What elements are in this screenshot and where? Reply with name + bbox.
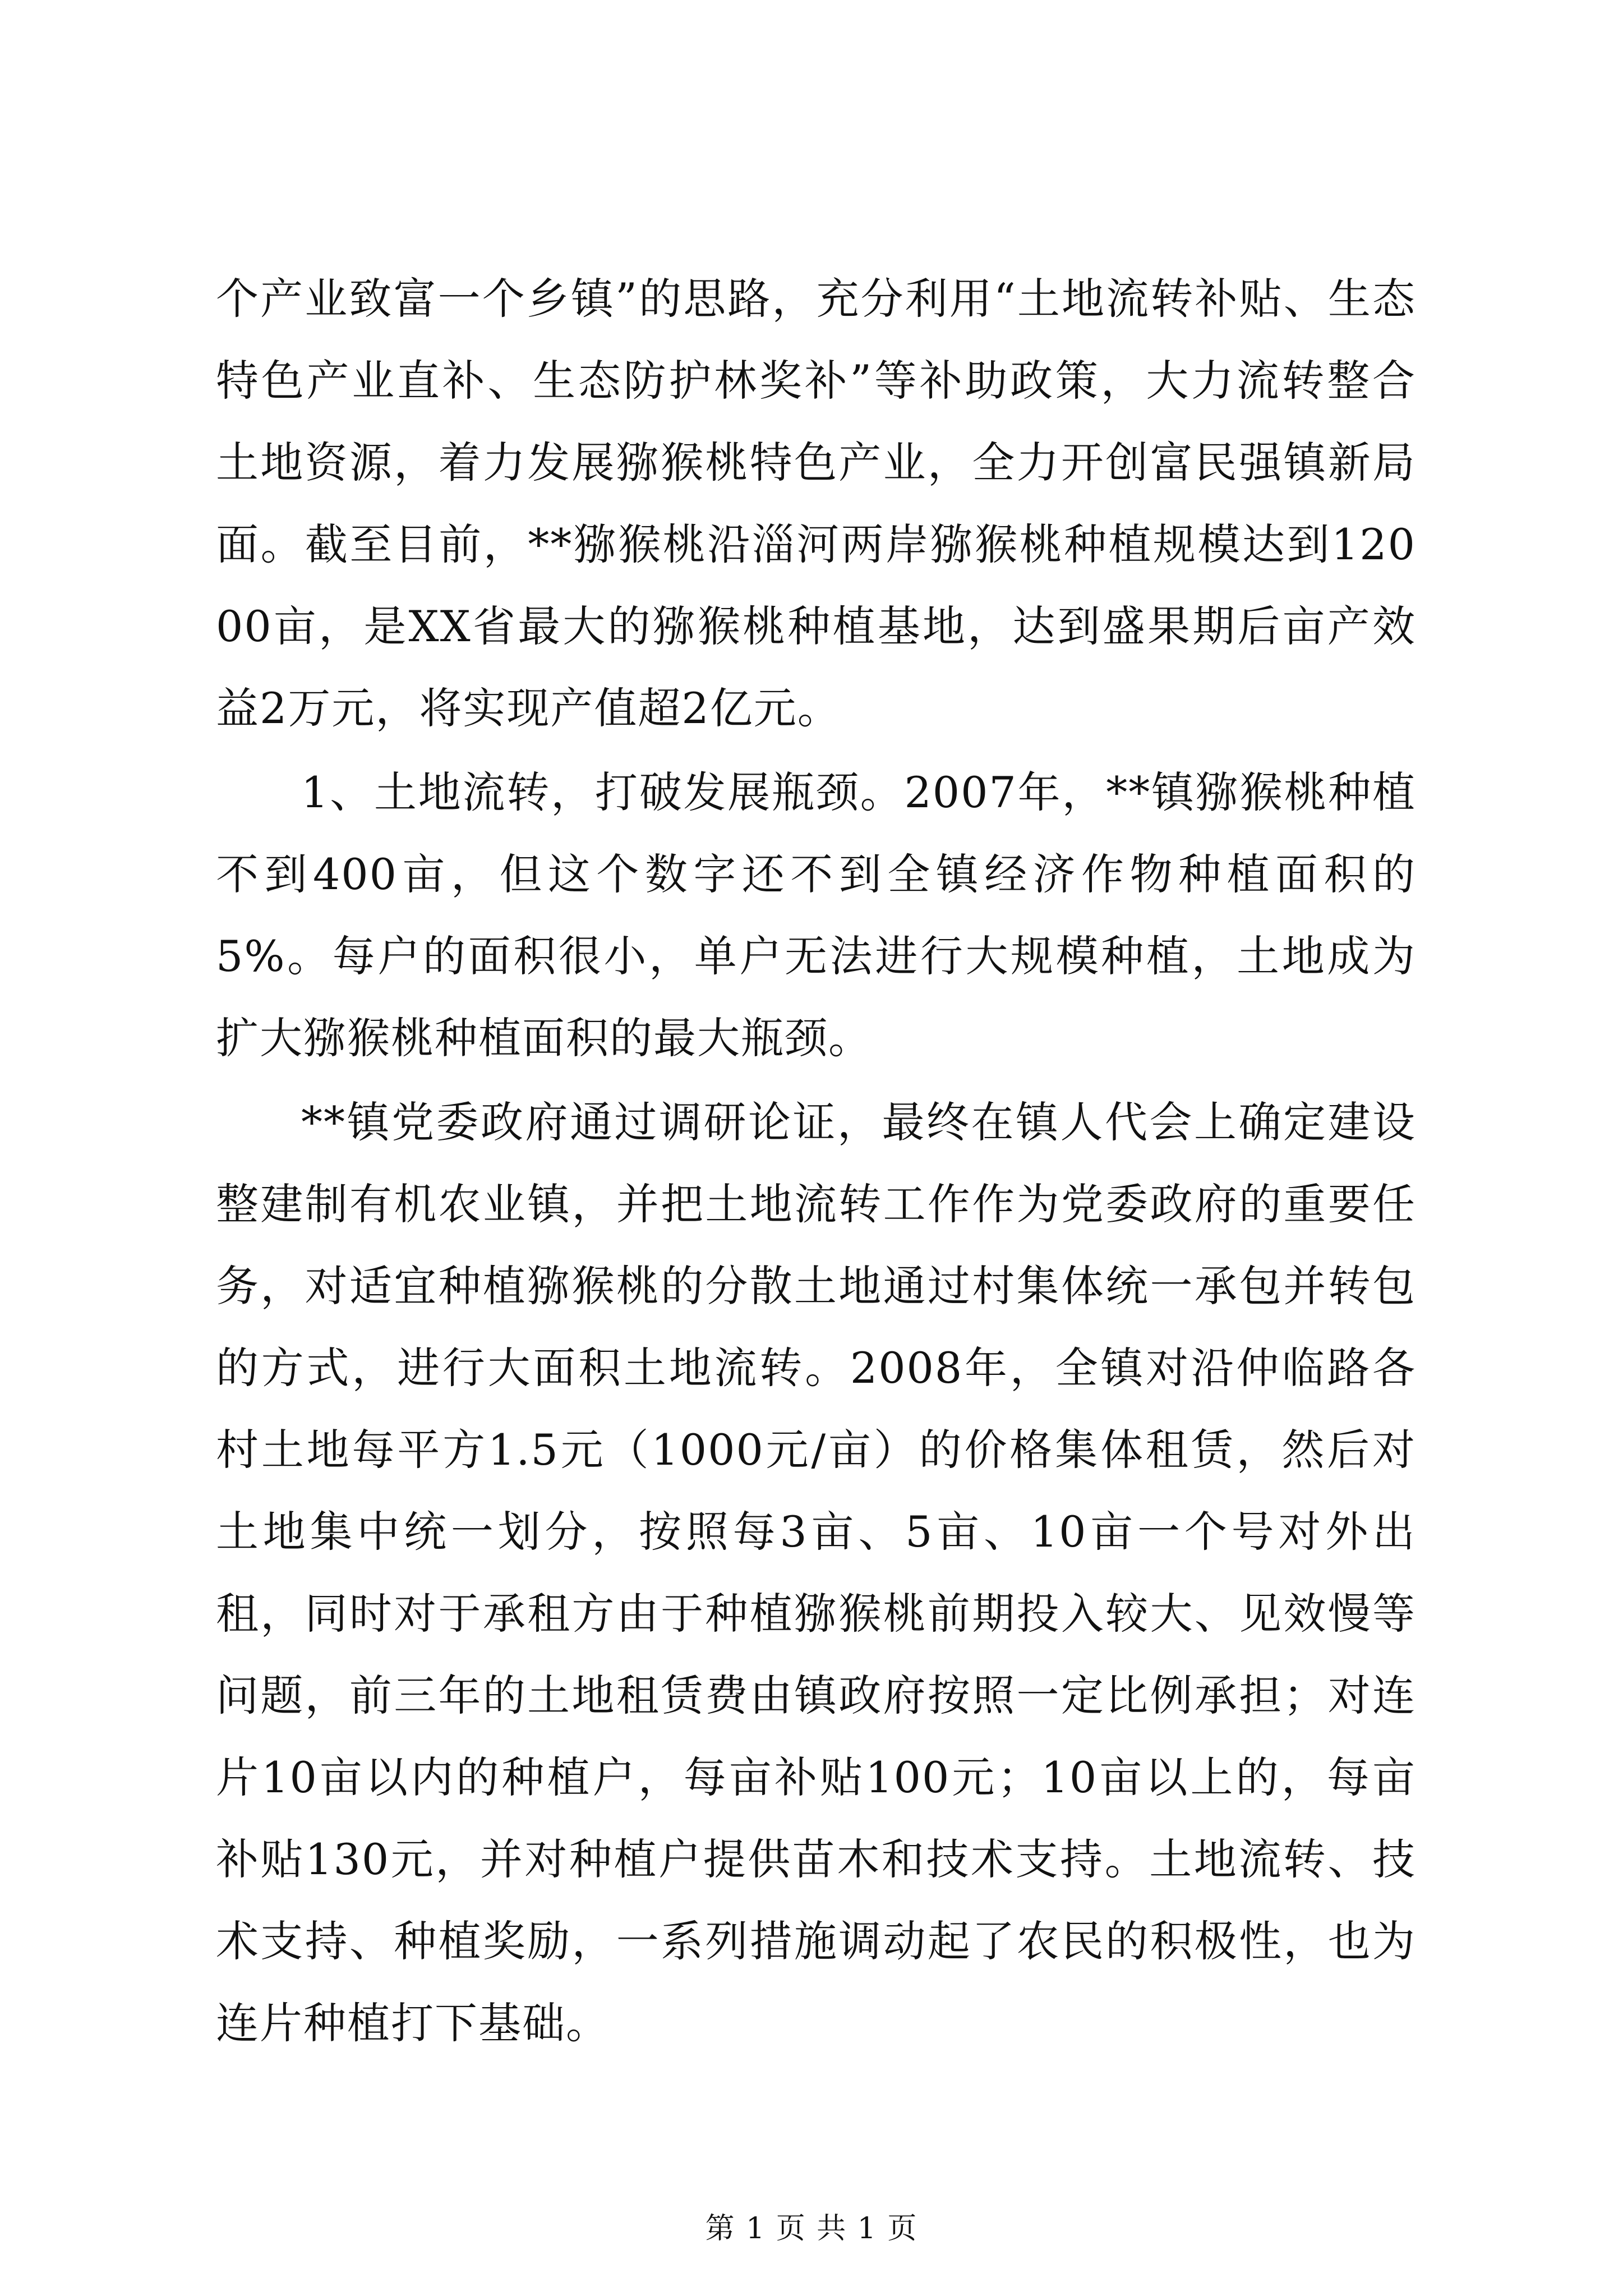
body-text bbox=[216, 258, 1416, 2064]
paragraph-land-transfer: 1、土地流转，打破发展瓶颈。2007年，**镇猕猴桃种植不到400亩，但这个数字还不到全镇经济作物种植面积的5%。每户的面积很小，单户无法进行大规模种植，土地成为扩大猕猴桃种植面积的最大瓶颈。 bbox=[216, 767, 1416, 1063]
page-footer: 第 1 页 共 1 页 bbox=[705, 2212, 918, 2246]
paragraph-government-measures: **镇党委政府通过调研论证，最终在镇人代会上确定建设整建制有机农业镇，并把土地流转工作作为党委政府的重要任务，对适宜种植猕猴桃的分散土地通过村集体统一承包并转包的方式，进行大面积土地流转。2008年，全镇对沿仲临路各村土地每平方1.5元（1000元/亩）的价格集体租赁，然后对土地集中统一划分，按照每3亩、5亩、10亩一个号对外出租，同时对于承租方由于种植猕猴桃前期投入较大、见效慢等问题，前三年的土地租赁费由镇政府按照一定比例承担；对连片10亩以内的种植户，每亩补贴100元；10亩以上的，每亩补贴130元，并对种植户提供苗木和技术支持。土地流转、技术支持、种植奖励，一系列措施调动起了农民的积极性，也为连片种植打下基础。 bbox=[216, 1097, 1416, 2048]
paragraph-continuation: 个产业致富一个乡镇”的思路，充分利用“土地流转补贴、生态特色产业直补、生态防护林奖补”等补助政策，大力流转整合土地资源，着力发展猕猴桃特色产业，全力开创富民强镇新局面。截至目前，**猕猴桃沿淄河两岸猕猴桃种植规模达到12000亩，是XX省最大的猕猴桃种植基地，达到盛果期后亩产效益2万元，将实现产值超2亿元。 bbox=[216, 274, 1416, 733]
